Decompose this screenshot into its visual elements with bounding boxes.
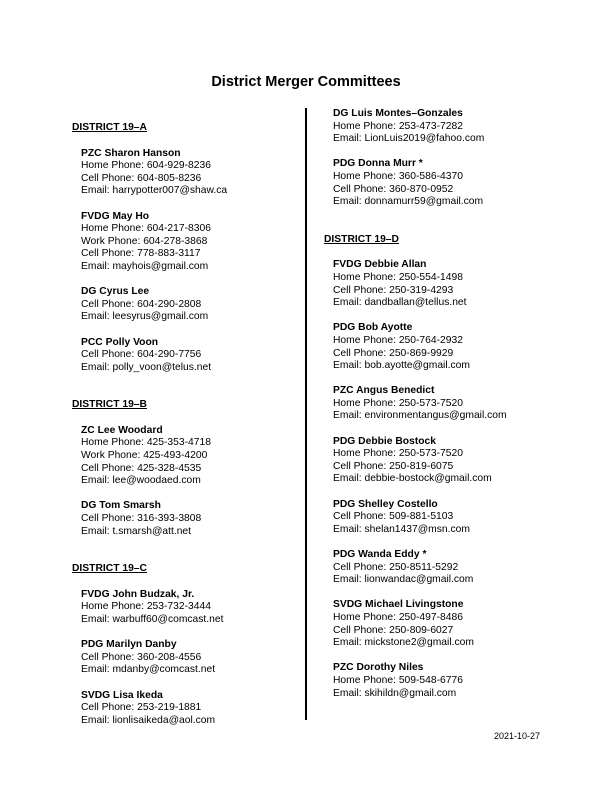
member-entry [333, 499, 564, 537]
contact-line: Email: t.smarsh@att.net [81, 525, 192, 537]
member-entry [333, 385, 564, 423]
contact-line: Home Phone: 253-732-3444 [81, 601, 211, 613]
contact-line: Email: harrypotter007@shaw.ca [81, 185, 228, 197]
contact-line: Email: environmentangus@gmail.com [333, 410, 507, 422]
contact-line: Cell Phone: 360-870-0952 [333, 183, 454, 195]
member-entry [81, 639, 297, 677]
contact-line: Home Phone: 604-217-8306 [81, 223, 211, 235]
contact-line: Email: skihildn@gmail.com [333, 687, 457, 699]
contact-line: Email: mayhois@gmail.com [81, 260, 209, 272]
member-entry [81, 589, 297, 627]
member-entry [81, 148, 297, 198]
member-name: PDG Donna Murr * [333, 158, 423, 170]
district-heading: DISTRICT 19–A [72, 122, 147, 133]
contact-line: Email: lee@woodaed.com [81, 475, 201, 487]
member-entry [333, 108, 564, 146]
contact-line: Cell Phone: 604-290-7756 [81, 349, 202, 361]
contact-line: Email: mickstone2@gmail.com [333, 637, 474, 649]
right-column [324, 108, 564, 713]
contact-line: Email: LionLuis2019@fahoo.com [333, 133, 485, 145]
member-entry [333, 662, 564, 700]
member-entry [333, 322, 564, 372]
contact-line: Cell Phone: 604-290-2808 [81, 298, 202, 310]
contact-line: Cell Phone: 360-208-4556 [81, 651, 202, 663]
contact-line: Cell Phone: 250-319-4293 [333, 284, 454, 296]
member-entry [333, 259, 564, 309]
member-name: FVDG John Budzak, Jr. [81, 588, 195, 600]
contact-line: Email: polly_voon@telus.net [81, 361, 212, 373]
contact-line: Work Phone: 604-278-3868 [81, 235, 208, 247]
contact-line: Email: donnamurr59@gmail.com [333, 196, 484, 208]
member-entry [81, 337, 297, 375]
member-entry [333, 599, 564, 649]
page-title: District Merger Committees [211, 74, 401, 90]
member-entry [81, 286, 297, 324]
member-name: FVDG Debbie Allan [333, 259, 427, 271]
contact-line: Home Phone: 250-554-1498 [333, 271, 463, 283]
member-entry [333, 436, 564, 486]
contact-line: Home Phone: 250-764-2932 [333, 334, 463, 346]
member-name: DG Luis Montes–Gonzales [333, 108, 463, 119]
contact-line: Home Phone: 250-573-7520 [333, 448, 463, 460]
contact-line: Email: leesyrus@gmail.com [81, 311, 209, 323]
member-name: PZC Sharon Hanson [81, 147, 181, 159]
member-name: PDG Marilyn Danby [81, 639, 177, 651]
member-name: PDG Bob Ayotte [333, 322, 413, 334]
contact-line: Home Phone: 250-497-8486 [333, 611, 463, 623]
contact-line: Cell Phone: 250-819-6075 [333, 460, 454, 472]
contact-line: Cell Phone: 250-869-9929 [333, 347, 454, 359]
member-name: SVDG Lisa Ikeda [81, 689, 163, 701]
contact-line: Email: warbuff60@comcast.net [81, 614, 224, 625]
member-name: DG Tom Smarsh [81, 500, 161, 512]
district-heading: DISTRICT 19–D [324, 233, 399, 245]
contact-line: Cell Phone: 250-809-6027 [333, 624, 454, 636]
member-name: DG Cyrus Lee [81, 286, 150, 298]
member-entry [81, 425, 297, 488]
contact-line: Email: dandballan@tellus.net [333, 297, 467, 309]
column-divider [305, 108, 307, 720]
contact-line: Cell Phone: 316-393-3808 [81, 513, 202, 525]
contact-line: Cell Phone: 253-219-1881 [81, 702, 202, 714]
member-entry [333, 549, 564, 587]
contact-line: Email: lionlisaikeda@aol.com [81, 714, 216, 726]
member-name: PZC Dorothy Niles [333, 662, 424, 674]
contact-line: Email: lionwandac@gmail.com [333, 574, 474, 586]
member-entry [333, 158, 564, 208]
member-name: PDG Debbie Bostock [333, 435, 436, 447]
member-entry [81, 690, 297, 728]
contact-line: Home Phone: 250-573-7520 [333, 397, 463, 409]
contact-line: Cell Phone: 604-805-8236 [81, 172, 202, 184]
contact-line: Home Phone: 604-929-8236 [81, 160, 211, 172]
contact-line: Email: bob.ayotte@gmail.com [333, 360, 470, 372]
document-date: 2021-10-27 [493, 731, 540, 741]
contact-line: Email: shelan1437@msn.com [333, 523, 470, 535]
member-name: PDG Wanda Eddy * [333, 549, 427, 560]
left-column [72, 122, 297, 740]
member-entry [81, 211, 297, 274]
member-name: ZC Lee Woodard [81, 424, 163, 436]
contact-line: Cell Phone: 778-883-3117 [81, 248, 201, 260]
contact-line: Work Phone: 425-493-4200 [81, 450, 208, 462]
member-name: PCC Polly Voon [81, 336, 159, 348]
contact-line: Home Phone: 253-473-7282 [333, 120, 463, 132]
member-name: PDG Shelley Costello [333, 498, 438, 510]
contact-line: Home Phone: 360-586-4370 [333, 170, 463, 182]
contact-line: Cell Phone: 509-881-5103 [333, 511, 454, 523]
member-name: FVDG May Ho [81, 210, 150, 222]
contact-line: Email: debbie-bostock@gmail.com [333, 473, 492, 485]
member-entry [81, 500, 297, 538]
contact-line: Email: mdanby@comcast.net [81, 664, 216, 676]
contact-line: Cell Phone: 425-328-4535 [81, 462, 202, 474]
district-heading: DISTRICT 19–C [72, 563, 147, 575]
contact-line: Cell Phone: 250-8511-5292 [333, 561, 459, 573]
member-name: PZC Angus Benedict [333, 385, 435, 397]
contact-line: Home Phone: 425-353-4718 [81, 437, 211, 449]
contact-line: Home Phone: 509-548-6776 [333, 674, 463, 686]
district-heading: DISTRICT 19–B [72, 399, 147, 411]
member-name: SVDG Michael Livingstone [333, 599, 464, 611]
